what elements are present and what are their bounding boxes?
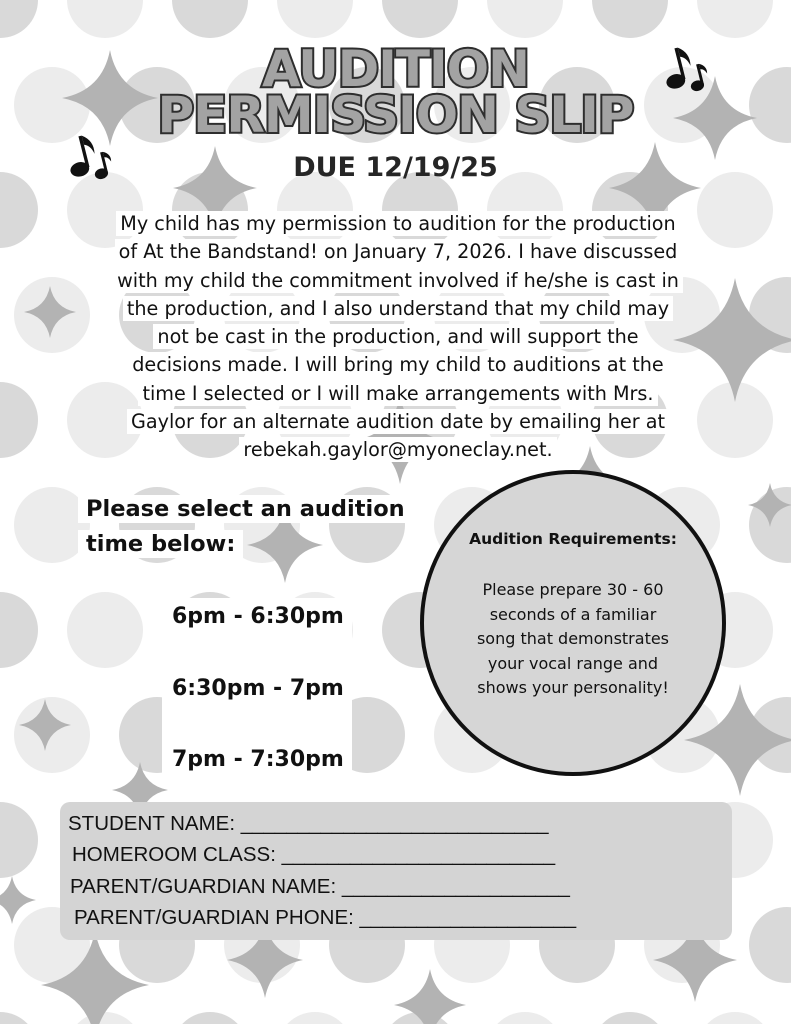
- info-form: [60, 802, 732, 940]
- parent-name-field[interactable]: PARENT/GUARDIAN NAME: ____________________: [70, 875, 570, 898]
- permission-line: not be cast in the production, and will support the: [153, 324, 642, 349]
- permission-line: My child has my permission to audition for the production: [116, 211, 679, 236]
- time-options: [162, 598, 352, 786]
- permission-line: rebekah.gaylor@myoneclay.net.: [239, 437, 556, 462]
- homeroom-class-field[interactable]: HOMEROOM CLASS: ________________________: [72, 843, 556, 866]
- requirements-circle: [420, 470, 726, 776]
- due-date: DUE 12/19/25: [293, 152, 498, 183]
- time-option[interactable]: 7pm - 7:30pm: [172, 747, 344, 772]
- select-time-heading: [78, 492, 418, 562]
- background-circle: [172, 0, 248, 38]
- requirements-title: Audition Requirements:: [469, 530, 677, 548]
- background-circle: [0, 172, 38, 248]
- background-circle: [67, 592, 143, 668]
- background-circle: [0, 802, 38, 878]
- requirements-line: Please prepare 30 - 60: [482, 580, 664, 599]
- background-circle: [277, 1012, 353, 1024]
- permission-line: time I selected or I will make arrangements with Mrs.: [138, 381, 657, 406]
- background-circle: [592, 1012, 668, 1024]
- background-circle: [172, 1012, 248, 1024]
- background-circle: [277, 0, 353, 38]
- requirements-line: shows your personality!: [477, 678, 669, 697]
- permission-line: decisions made. I will bring my child to auditions at the: [128, 352, 668, 377]
- title-line-1: AUDITION: [262, 40, 529, 98]
- student-name-field[interactable]: STUDENT NAME: ___________________________: [68, 812, 549, 835]
- background-circle: [0, 592, 38, 668]
- background-circle: [382, 0, 458, 38]
- select-heading-line: time below:: [78, 530, 243, 558]
- background-circle: [67, 1012, 143, 1024]
- requirements-line: your vocal range and: [487, 653, 659, 673]
- requirements-body: [462, 578, 684, 701]
- background-circle: [67, 0, 143, 38]
- background-circle: [697, 0, 773, 38]
- permission-paragraph: [78, 210, 718, 465]
- background-circle: [0, 1012, 38, 1024]
- background-circle: [749, 907, 791, 983]
- background-circle: [487, 1012, 563, 1024]
- time-option[interactable]: 6:30pm - 7pm: [172, 676, 344, 701]
- title-line-2: PERMISSION SLIP: [157, 86, 634, 144]
- background-circle: [697, 1012, 773, 1024]
- background-circle: [592, 0, 668, 38]
- permission-line: of At the Bandstand! on January 7, 2026. I have discussed: [115, 239, 682, 264]
- background-circle: [0, 382, 38, 458]
- background-circle: [0, 0, 38, 38]
- permission-line: with my child the commitment involved if he/she is cast in: [113, 268, 683, 293]
- select-heading-line: Please select an audition: [78, 495, 413, 523]
- requirements-line: seconds of a familiar: [489, 604, 657, 624]
- permission-line: Gaylor for an alternate audition date by emailing her at: [127, 409, 669, 434]
- time-option[interactable]: 6pm - 6:30pm: [172, 604, 344, 629]
- permission-line: the production, and I also understand that my child may: [123, 296, 673, 321]
- parent-phone-field[interactable]: PARENT/GUARDIAN PHONE: ___________________: [74, 906, 577, 929]
- requirements-line: song that demonstrates: [476, 629, 670, 648]
- background-circle: [487, 0, 563, 38]
